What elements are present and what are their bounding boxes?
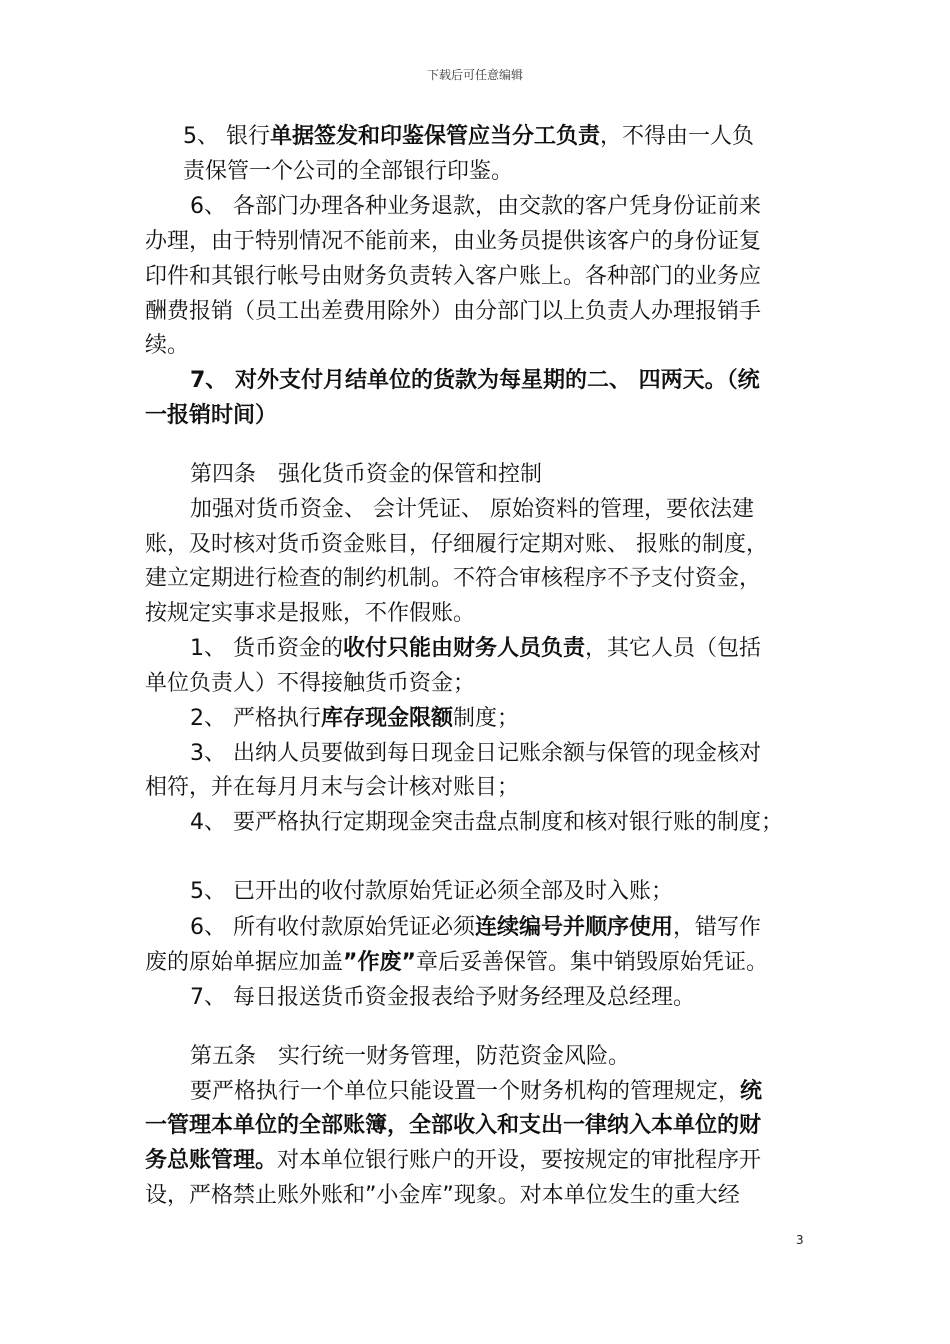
text-line xyxy=(145,297,761,327)
bold-text-run: 库存现金限额 xyxy=(321,706,454,731)
text-run: 制度； xyxy=(453,706,520,731)
text-run: 责保管一个公司的全部银行印鉴。 xyxy=(183,159,514,184)
text-run: 废的原始单据应加盖 xyxy=(145,950,344,975)
text-run: 对本单位银行账户的开设，要按规定的审批程序开 xyxy=(277,1148,762,1173)
text-line xyxy=(145,564,761,594)
text-run: 相符，并在每月月末与会计核对账目； xyxy=(145,775,520,800)
text-line xyxy=(190,495,754,525)
page-header: 下载后可任意编辑 xyxy=(426,68,523,82)
bold-text-run: 单据签发和印鉴保管应当分工负责 xyxy=(270,124,601,149)
text-line xyxy=(190,704,519,734)
text-line xyxy=(145,1111,761,1141)
text-run: 酬费报销（员工出差费用除外）由分部门以上负责人办理报销手 xyxy=(145,299,762,324)
text-run: 章后妥善保管。集中销毁原始凭证。 xyxy=(415,950,768,975)
text-run: 办理，由于特别情况不能前来，由业务员提供该客户的身份证复 xyxy=(145,229,762,254)
text-line xyxy=(145,948,768,978)
text-run: 单位负责人）不得接触货币资金； xyxy=(145,671,476,696)
bold-text-run: 统 xyxy=(740,1079,763,1104)
text-run: 建立定期进行检查的制约机制。不符合审核程序不予支付资金， xyxy=(145,566,762,591)
text-run: 5、 银行 xyxy=(183,124,270,149)
text-line xyxy=(190,983,695,1013)
text-line xyxy=(190,913,761,943)
text-line xyxy=(145,669,475,699)
text-line xyxy=(190,808,783,838)
text-line xyxy=(145,773,519,803)
text-line xyxy=(145,331,189,361)
text-line xyxy=(190,634,761,664)
text-run: 设，严格禁止账外账和”小金库”现象。对本单位发生的重大经 xyxy=(145,1183,740,1208)
text-line xyxy=(183,122,754,152)
text-line xyxy=(145,401,277,431)
bold-text-run: 务总账管理。 xyxy=(145,1148,278,1173)
text-run: 1、 货币资金的 xyxy=(190,636,343,661)
bold-text-run: 连续编号并顺序使用 xyxy=(475,915,674,940)
bold-text-run: ”作废” xyxy=(343,950,416,975)
text-line xyxy=(190,877,673,907)
text-line xyxy=(190,739,761,769)
text-line xyxy=(145,1181,740,1211)
text-run: 6、 各部门办理各种业务退款，由交款的客户凭身份证前来 xyxy=(190,194,761,219)
text-line xyxy=(145,1146,761,1176)
text-run: 6、 所有收付款原始凭证必须 xyxy=(190,915,475,940)
text-run: 按规定实事求是报账，不作假账。 xyxy=(145,601,476,626)
text-line xyxy=(145,530,768,560)
text-run: 4、 要严格执行定期现金突击盘点制度和核对银行账的制度； xyxy=(190,810,783,835)
bold-text-run: 7、 对外支付月结单位的货款为每星期的二、 四两天。（统 xyxy=(190,368,760,393)
bold-text-run: 一管理本单位的全部账簿，全部收入和支出一律纳入本单位的财 xyxy=(145,1113,762,1138)
bold-text-run: 收付只能由财务人员负责 xyxy=(343,636,586,661)
text-run: 第五条 实行统一财务管理，防范资金风险。 xyxy=(190,1044,631,1069)
text-run: ，其它人员（包括 xyxy=(585,636,762,661)
text-run: 7、 每日报送货币资金报表给予财务经理及总经理。 xyxy=(190,985,695,1010)
text-run: 续。 xyxy=(145,333,190,358)
text-line xyxy=(190,192,761,222)
text-run: 3、 出纳人员要做到每日现金日记账余额与保管的现金核对 xyxy=(190,741,761,766)
text-line xyxy=(145,599,475,629)
text-run: 要严格执行一个单位只能设置一个财务机构的管理规定， xyxy=(190,1079,741,1104)
text-line xyxy=(190,366,760,396)
text-line xyxy=(190,1077,762,1107)
section-heading xyxy=(190,460,542,490)
text-run: 2、 严格执行 xyxy=(190,706,321,731)
text-line xyxy=(145,227,761,257)
text-run: 第四条 强化货币资金的保管和控制 xyxy=(190,462,543,487)
text-run: ，不得由一人负 xyxy=(600,124,755,149)
section-heading xyxy=(190,1042,630,1072)
page-number: 3 xyxy=(796,1233,804,1247)
text-line xyxy=(145,262,761,292)
text-run: 加强对货币资金、 会计凭证、 原始资料的管理，要依法建 xyxy=(190,497,754,522)
text-run: 5、 已开出的收付款原始凭证必须全部及时入账； xyxy=(190,879,673,904)
text-line xyxy=(183,157,513,187)
bold-text-run: 一报销时间） xyxy=(145,403,278,428)
text-run: 账，及时核对货币资金账目，仔细履行定期对账、 报账的制度， xyxy=(145,532,768,557)
text-run: 印件和其银行帐号由财务负责转入客户账上。各种部门的业务应 xyxy=(145,264,762,289)
text-run: ，错写作 xyxy=(673,915,762,940)
